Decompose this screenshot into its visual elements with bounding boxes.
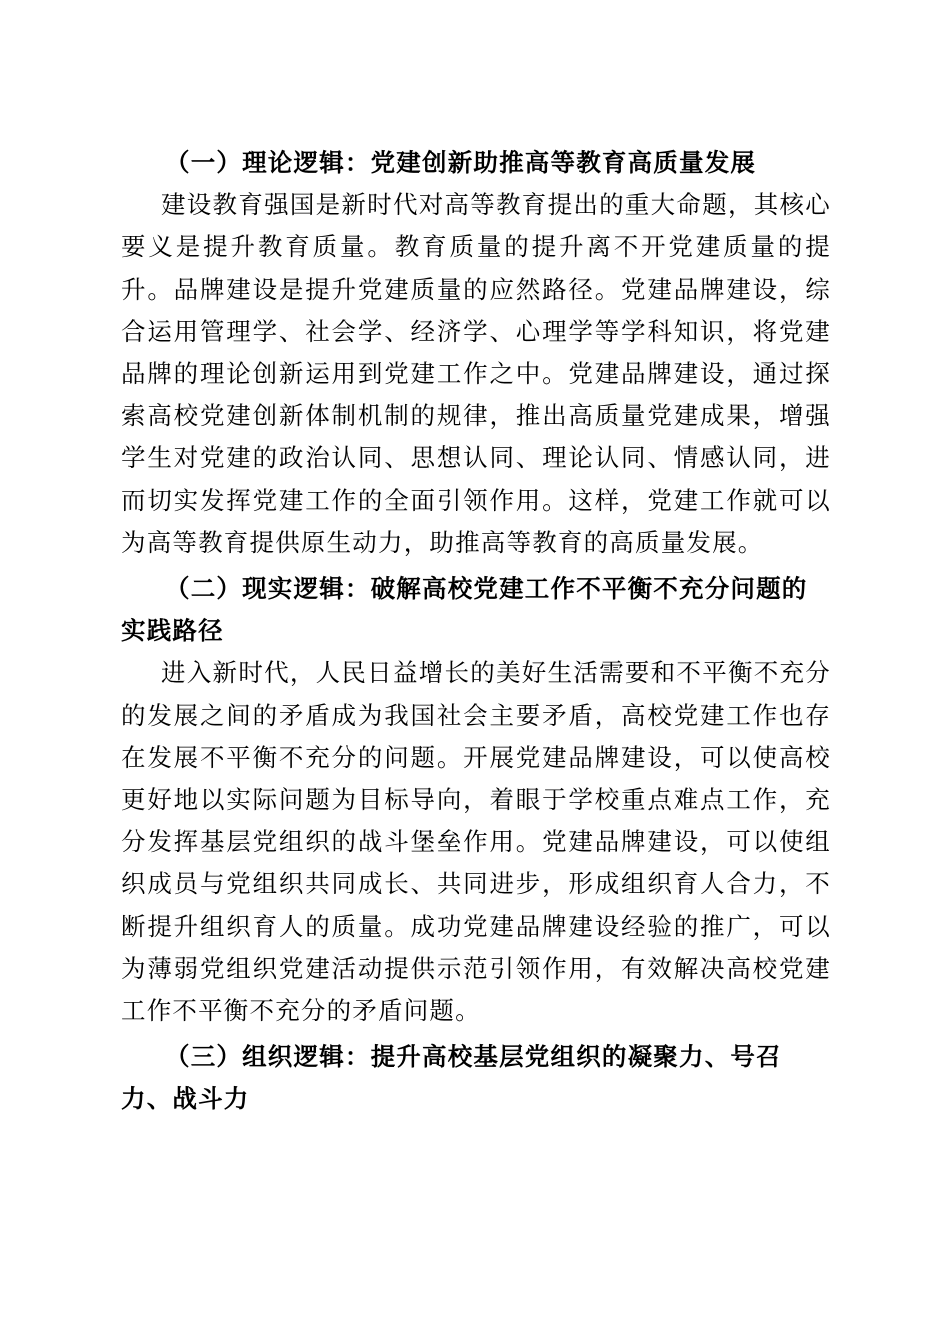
section-heading-3: （三）组织逻辑：提升高校基层党组织的凝聚力、号召力、战斗力 [121, 1042, 782, 1114]
section-heading-2: （二）现实逻辑：破解高校党建工作不平衡不充分问题的实践路径 [121, 574, 808, 646]
document-page [121, 142, 831, 1121]
section-body-2: 进入新时代，人民日益增长的美好生活需要和不平衡不充分的发展之间的矛盾成为我国社会主要矛盾，高校党建工作也存在发展不平衡不充分的问题。开展党建品牌建设，可以使高校更好地以实际问题为目标导向，着眼于学校重点难点工作，充分发挥基层党组织的战斗堡垒作用。党建品牌建设，可以使组织成员与党组织共同成长、共同进步，形成组织育人合力，不断提升组织育人的质量。成功党建品牌建设经验的推广，可以为薄弱党组织党建活动提供示范引领作用，有效解决高校党建工作不平衡不充分的矛盾问题。 [121, 658, 831, 1026]
section-heading-1: （一）理论逻辑：党建创新助推高等教育高质量发展 [165, 148, 757, 177]
section-body-1: 建设教育强国是新时代对高等教育提出的重大命题，其核心要义是提升教育质量。教育质量的提升离不开党建质量的提升。品牌建设是提升党建质量的应然路径。党建品牌建设，综合运用管理学、社会学、经济学、心理学等学科知识，将党建品牌的理论创新运用到党建工作之中。党建品牌建设，通过探索高校党建创新体制机制的规律，推出高质量党建成果，增强学生对党建的政治认同、思想认同、理论认同、情感认同，进而切实发挥党建工作的全面引领作用。这样，党建工作就可以为高等教育提供原生动力，助推高等教育的高质量发展。 [121, 190, 831, 557]
